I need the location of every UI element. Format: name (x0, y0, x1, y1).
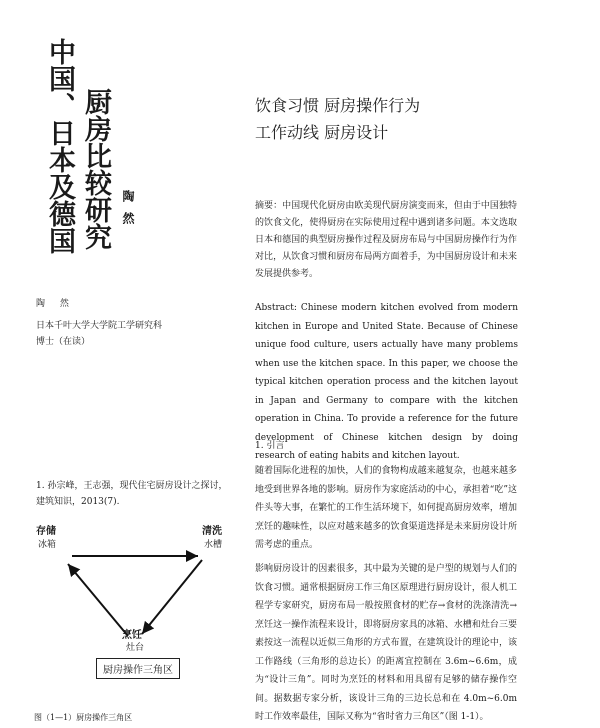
diagram-wash-label: 清洗 (202, 526, 222, 537)
kitchen-triangle-diagram (30, 518, 230, 698)
keywords-line-2: 工作动线 厨房设计 (255, 123, 389, 142)
diagram-title-box: 厨房操作三角区 (96, 658, 180, 679)
title-column-2: 厨房比较研究 (80, 88, 111, 250)
abstract-english: Abstract: Chinese modern kitchen evolved from modern kitchen in Europe and United State. Because of Chinese unique food culture, users actually have many problems when use the kitchen space. In this paper, we choose the typical kitchen operation process and the kitchen layout in Japan and Germany to compare with the kitchen operation in China. To provide a reference for the future development of Chinese kitchen design by doing research of eating habits and kitchen layout. (255, 303, 518, 461)
arrow-cook-to-storage (68, 564, 128, 636)
author-affiliation: 日本千叶大学大学院工学研究科 (36, 321, 163, 331)
arrow-wash-to-cook (142, 560, 202, 634)
keywords-line-1: 饮食习惯 厨房操作行为 (255, 96, 421, 115)
author-name: 陶 然 (36, 299, 75, 309)
body-paragraph-1: 随着国际化进程的加快，人们的食物构成越来越复杂，也越来越多地受到世界各地的影响。厨房作为家庭活动的中心，承担着“吃”这件头等大事，在繁忙的工作生活环境下，如何提高厨房效率，增加烹饪的趣味性，以应对越来越多的饮食渠道选择是未来厨房设计所需考虑的重点。 (255, 466, 517, 550)
diagram-cook-sub: 灶台 (126, 643, 145, 653)
diagram-cook-label: 烹饪 (122, 630, 142, 641)
keywords (255, 92, 420, 146)
diagram-storage-label: 存储 (36, 526, 56, 537)
abstract-chinese: 摘要：中国现代化厨房由欧美现代厨房演变而来，但由于中国独特的饮食文化，使得厨房在实际使用过程中遇到诸多问题。本文选取日本和德国的典型厨房操作过程及厨房布局与中国厨房操作行为作对比，从饮食习惯和厨房布局两方面着手，为中国厨房设计和未来发展提供参考。 (255, 201, 517, 279)
diagram-wash-sub: 水槽 (204, 540, 223, 550)
author-degree: 博士（在读） (36, 337, 91, 347)
reference-note: 1. 孙宗峰，王志强，现代住宅厨房设计之探讨，建筑知识，2013(7). (36, 481, 228, 507)
body-paragraph-2: 影响厨房设计的因素很多，其中最为关键的是户型的规划与人们的饮食习惯。通常根据厨房工作三角区原理进行厨房设计，很人机工程学专家研究，厨房布局一般按照食材的贮存→食材的洗涤清洗→烹饪这一操作流程来设计，即将厨房家具的冰箱、水槽和灶台三要素按这一流程以近似三角形的方式布置，在建筑设计的理论中，该工作路线（三角形的总边长）的距离宜控制在 3.6m~6.6m，成为“设计三角”。同时为烹饪的材料和用具留有足够的储存操作空间。据数据专家分析，该设计三角的三边长总和在 4.0m~6.0m 时工作效率最佳，国际又称为“省时省力三角区”（图 1-1）。 (255, 564, 517, 722)
title-column-1: 中国、日本及德国 (44, 38, 75, 254)
author-block (36, 296, 162, 350)
figure-caption: 图（1—1）厨房操作三角区 (34, 713, 133, 722)
section-title: 1. 引言 (255, 441, 285, 451)
author-name-vertical: 陶然 (121, 190, 135, 234)
diagram-storage-sub: 冰箱 (38, 540, 57, 550)
